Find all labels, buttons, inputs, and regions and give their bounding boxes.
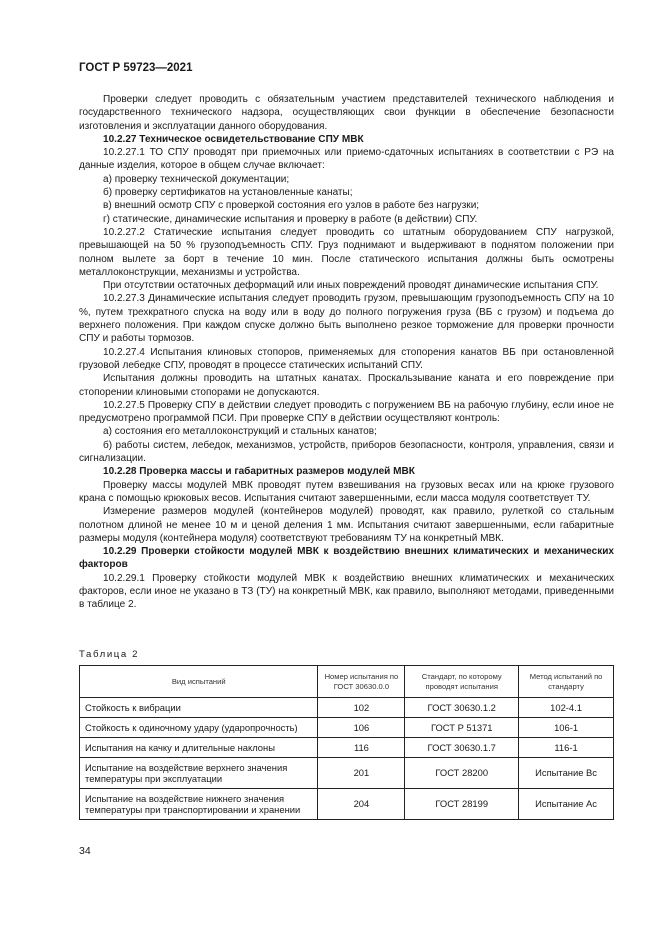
- table-cell: 116: [318, 738, 405, 758]
- table-cell: 116-1: [519, 738, 614, 758]
- column-header: Стандарт, по которому проводят испытания: [405, 666, 519, 698]
- table-cell: Испытание на воздействие нижнего значения температуры при транспортировании и хранении: [80, 789, 318, 820]
- paragraph: При отсутствии остаточных деформаций или иных повреждений проводят динамические испытания СПУ.: [103, 280, 599, 292]
- table-cell: 201: [318, 758, 405, 789]
- table-cell: Испытание Ac: [519, 789, 614, 820]
- list-item: а) состояния его металлоконструкций и стальных канатов;: [103, 426, 377, 438]
- section-heading: 10.2.27 Техническое освидетельствование СПУ МВК: [103, 133, 364, 145]
- tests-table: [79, 665, 614, 820]
- table-cell: 102-4.1: [519, 698, 614, 718]
- table-cell: 106: [318, 718, 405, 738]
- table-cell: 204: [318, 789, 405, 820]
- table-cell: 102: [318, 698, 405, 718]
- paragraph: 10.2.27.5 Проверку СПУ в действии следует проводить с погружением ВБ на рабочую глубину, если иное не предусмотрено программой ПСИ. При проверке СПУ в действии осуществляют контроль:: [79, 399, 614, 425]
- table-cell: Испытания на качку и длительные наклоны: [80, 738, 318, 758]
- table-cell: 106-1: [519, 718, 614, 738]
- list-item: б) работы систем, лебедок, механизмов, устройств, приборов безопасности, контроля, управления, связи и сигнализации.: [79, 439, 614, 465]
- paragraph: Измерение размеров модулей (контейнеров модулей) проводят, как правило, рулеткой со стальным полотном длиной не менее 10 м и ценой деления 1 мм. Испытания считают завершенными, если габаритные размеры модуля (контейнера модуля) соответствуют требованиям ТУ на конкретный МВК.: [79, 506, 614, 544]
- paragraph: Проверки следует проводить с обязательным участием представителей технического наблюдения и государственного технического надзора, осуществляющих свои функции в обеспечение безопасности изготовления и эксплуатации данного оборудования.: [79, 94, 614, 132]
- list-item: а) проверку технической документации;: [103, 173, 290, 185]
- list-item: б) проверку сертификатов на установленные канаты;: [103, 187, 353, 199]
- table-cell: ГОСТ 28200: [405, 758, 519, 789]
- paragraph: 10.2.27.1 ТО СПУ проводят при приемочных или приемо-сдаточных испытаниях в соответствии с РЭ на данные изделия, которое в общем случае включает:: [79, 147, 614, 172]
- table-cell: Стойкость к одиночному удару (ударопрочность): [80, 718, 318, 738]
- paragraph: 10.2.27.4 Испытания клиновых стопоров, применяемых для стопорения канатов ВБ при остановленной грузовой лебедке СПУ, проводят в процессе статических испытаний СПУ.: [79, 346, 614, 371]
- document-body: [79, 93, 614, 612]
- section-heading: 10.2.29 Проверки стойкости модулей МВК к воздействию внешних климатических и механических факторов: [79, 546, 614, 571]
- list-item: в) внешний осмотр СПУ с проверкой состояния его узлов в работе без нагрузки;: [103, 200, 480, 212]
- column-header: Номер испытания по ГОСТ 30630.0.0: [318, 666, 405, 698]
- table-cell: ГОСТ Р 51371: [405, 718, 519, 738]
- column-header: Вид испытаний: [80, 666, 318, 698]
- table-header-row: [80, 666, 614, 698]
- table-cell: Стойкость к вибрации: [80, 698, 318, 718]
- page-number: 34: [79, 845, 91, 857]
- table-cell: ГОСТ 30630.1.2: [405, 698, 519, 718]
- table-cell: ГОСТ 30630.1.7: [405, 738, 519, 758]
- paragraph: 10.2.29.1 Проверку стойкости модулей МВК к воздействию внешних климатических и механических факторов, если иное не указано в ТЗ (ТУ) на конкретный МВК, как правило, выполняют методами, приведенными в таблице 2.: [79, 572, 614, 611]
- table-row: [80, 698, 614, 718]
- table-caption: Таблица 2: [79, 649, 140, 660]
- list-item: г) статические, динамические испытания и проверку в работе (в действии) СПУ.: [103, 213, 478, 225]
- table-row: [80, 789, 614, 820]
- table-cell: ГОСТ 28199: [405, 789, 519, 820]
- table-row: [80, 758, 614, 789]
- paragraph: Проверку массы модулей МВК проводят путем взвешивания на грузовых весах или на крюке грузового крана с помощью крюковых весов. Испытания считают завершенными, если масса модуля соответствует ТУ.: [79, 479, 614, 504]
- section-heading: 10.2.28 Проверка массы и габаритных размеров модулей МВК: [103, 466, 415, 478]
- table-row: [80, 718, 614, 738]
- table-row: [80, 738, 614, 758]
- column-header: Метод испытаний по стандарту: [519, 666, 614, 698]
- table-cell: Испытание на воздействие верхнего значения температуры при эксплуатации: [80, 758, 318, 789]
- paragraph: Испытания должны проводить на штатных канатах. Проскальзывание каната и его повреждение при стопорении клиновыми стопорами не допускаются.: [79, 373, 614, 398]
- paragraph: 10.2.27.2 Статические испытания следует проводить со штатным оборудованием СПУ нагрузкой, превышающей на 50 % грузоподъемность СПУ. Груз поднимают и выдерживают в поднятом положении при полном вылете за борт в течение 10 мин. После статического испытания должны быть осмотрены металлоконструкции, механизмы и устройства.: [79, 226, 614, 278]
- document-header: ГОСТ Р 59723—2021: [79, 62, 193, 74]
- table-cell: Испытание Bc: [519, 758, 614, 789]
- paragraph: 10.2.27.3 Динамические испытания следует проводить грузом, превышающим грузоподъемность СПУ на 10 %, путем трехкратного спуска на воду или в воду до полного погружения груза (ВБ с грузом) и подъема до верхнего положения. При каждом спуске должно быть выполнено резкое торможение для проверки прочности СПУ и работы тормозов.: [79, 293, 614, 345]
